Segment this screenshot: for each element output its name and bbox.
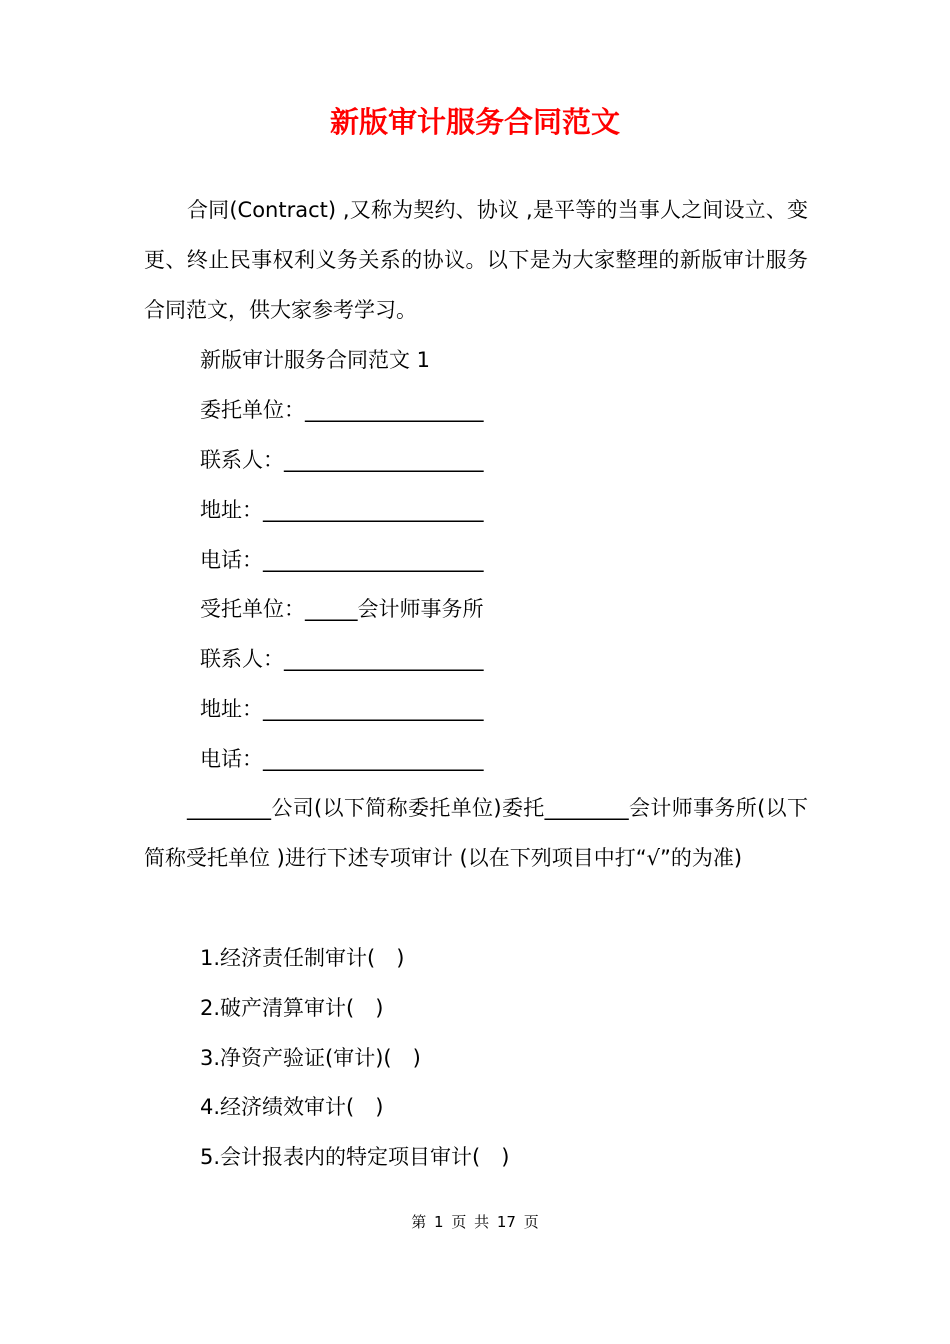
- section-heading: 新版审计服务合同范文 1: [200, 348, 431, 372]
- client-contact-field: 联系人：___________________: [200, 448, 484, 472]
- audit-item: 2.破产清算审计( ): [200, 996, 384, 1020]
- audit-item: 4.经济绩效审计( ): [200, 1095, 384, 1119]
- page-footer: 第 1 页 共 17 页: [411, 1213, 539, 1231]
- contractor-address-field: 地址：_____________________: [200, 697, 484, 721]
- client-phone-field: 电话：_____________________: [200, 548, 484, 572]
- client-unit-field: 委托单位：_________________: [200, 398, 484, 422]
- document-title: 新版审计服务合同范文: [329, 105, 620, 139]
- audit-item: 5.会计报表内的特定项目审计( ): [200, 1145, 510, 1169]
- engagement-paragraph: ________公司(以下简称委托单位)委托________会计师事务所(以下简称受托单位 )进行下述专项审计 (以在下列项目中打“√”的为准): [144, 796, 808, 870]
- audit-item: 3.净资产验证(审计)( ): [200, 1046, 421, 1070]
- contractor-phone-field: 电话：_____________________: [200, 747, 484, 771]
- intro-paragraph: 合同(Contract) ,又称为契约、协议 ,是平等的当事人之间设立、变更、终止民事权利义务关系的协议。以下是为大家整理的新版审计服务合同范文，供大家参考学习。: [144, 198, 808, 322]
- client-address-field: 地址：_____________________: [200, 498, 484, 522]
- contractor-unit-field: 受托单位：_____会计师事务所: [200, 597, 484, 621]
- audit-item: 1.经济责任制审计( ): [200, 946, 405, 970]
- contractor-contact-field: 联系人：___________________: [200, 647, 484, 671]
